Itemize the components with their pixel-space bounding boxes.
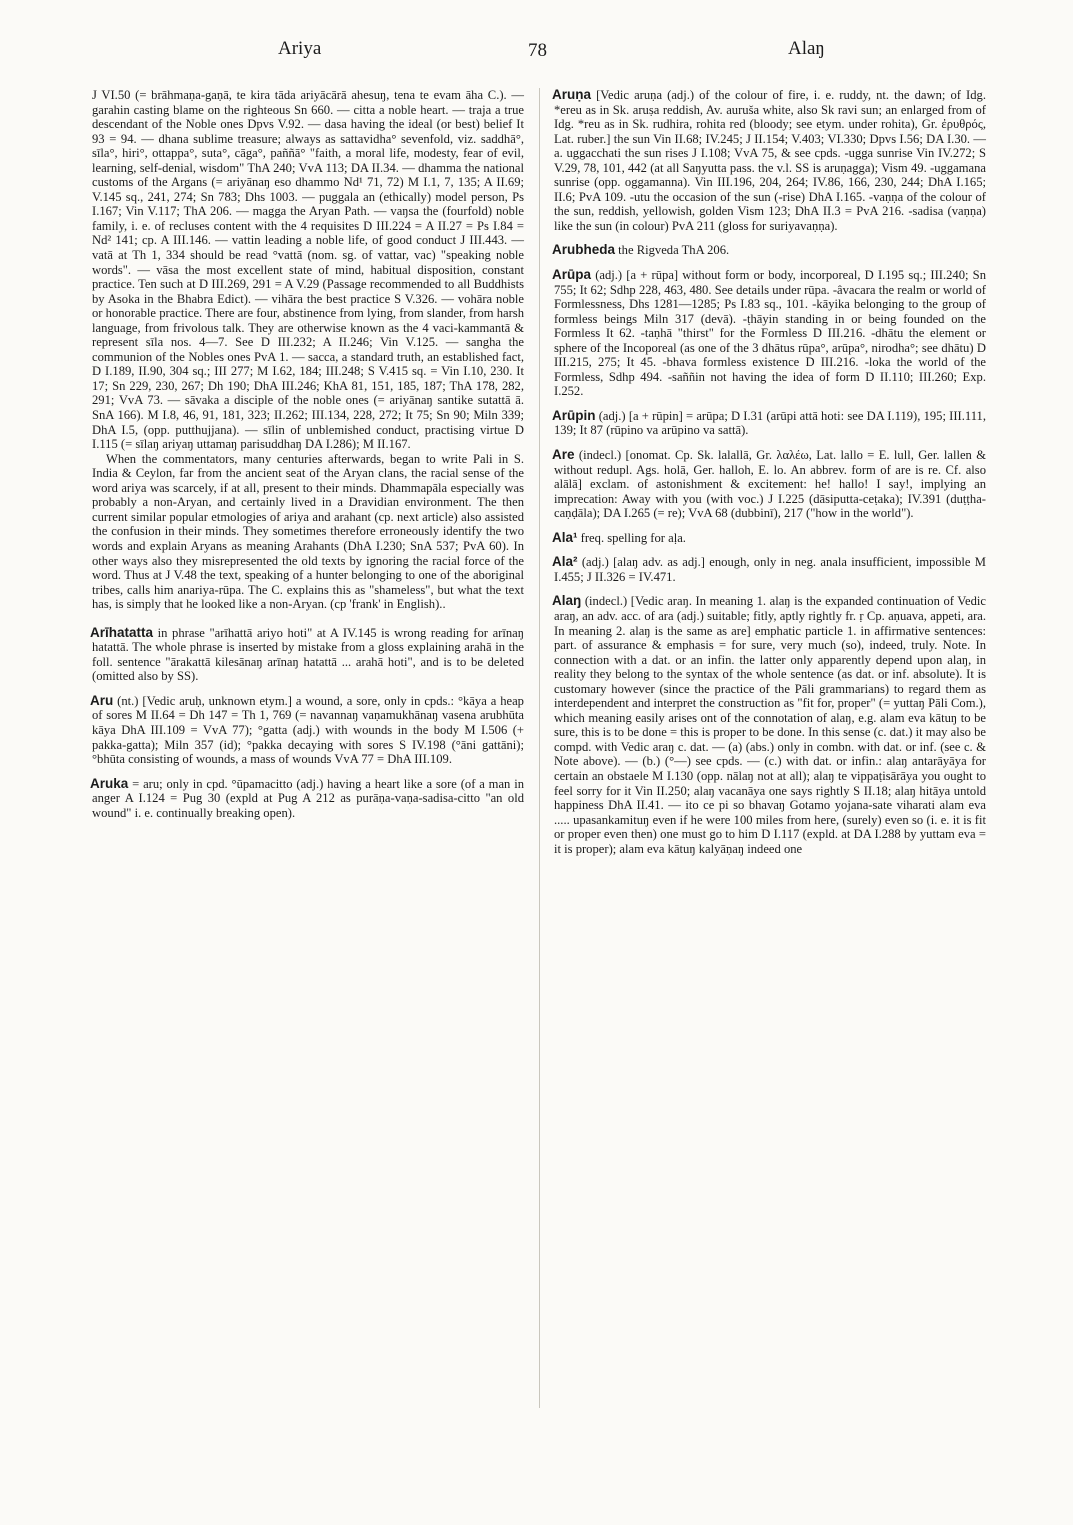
dictionary-entry — [92, 626, 524, 684]
entry-headword: Arubheda — [552, 242, 616, 258]
running-head-left: Ariya — [278, 38, 322, 59]
page-header — [0, 38, 1073, 68]
entry-text: (adj.) [a + rūpin] = arūpa; D I.31 (arūpi attā hoti: see DA I.119), 195; III.111, 139; It 87 (rūpino va arūpino va sattā). — [554, 408, 987, 438]
dictionary-entry — [554, 88, 986, 233]
column-divider — [539, 88, 540, 1408]
entry-text: (nt.) [Vedic aruḥ, unknown etym.] a wound, a sore, only in cpds.: °kāya a heap of sores M II.64 = Dh 147 = Th 1, 769 (= navannaŋ vaṇamukhānaŋ vasena arubhūta kāya DhA III.109 = VvA 77); °gatta (adj.) with wounds in the body M I.506 (+ pakka-gatta); Miln 357 (id); °pakka decaying with sores S IV.198 (°āni gattāni); °bhūta consisting of wounds, a mass of wounds VvA 77 = DhA III.109. — [92, 693, 524, 767]
dictionary-entry — [554, 243, 986, 258]
dictionary-entry — [554, 531, 986, 546]
dictionary-entry — [92, 777, 524, 821]
entry-text: freq. spelling for aḷa. — [580, 530, 686, 545]
dictionary-entry — [92, 694, 524, 767]
entry-text: (adj.) [alaŋ adv. as adj.] enough, only in neg. anala insufficient, impossible M I.455; J II.326 = IV.471. — [554, 555, 986, 584]
dictionary-entry — [554, 448, 986, 521]
entry-headword: Alaŋ — [552, 593, 582, 609]
entry-headword: Arūpa — [552, 267, 592, 283]
entry-text: (indecl.) [onomat. Cp. Sk. lalallā, Gr. λαλέω, Lat. lallo = E. lull, Ger. lallen & without redupl. Ags. holā, Ger. halloh, E. lo. An abbrev. form of are is re. Cf. also alālā] exclam. of astonishment & excitement: he! hallo! I say!, implying an imprecation: Away with you (with voc.) J I.225 (dāsiputta-ceṭaka); IV.391 (duṭṭha-caṇḍāla); DA I.265 (= re); VvA 68 (dubbinī), 217 ("how in the world"). — [554, 448, 986, 521]
entry-headword: Arīhatatta — [90, 624, 154, 640]
dictionary-entry — [554, 594, 986, 856]
dictionary-entry — [554, 409, 986, 438]
entry-text: = aru; only in cpd. °ūpamacitto (adj.) having a heart like a sore (of a man in anger A I.124 = Pug 30 (expld at Pug A 212 as purāṇa-vaṇa-sadisa-citto "an old wound" i. e. continually breaking open). — [92, 776, 524, 820]
continuation-paragraph: When the commentators, many centuries afterwards, began to write Pali in S. India & Ceylon, far from the ancient seat of the Aryan clans, the racial sense of the word ariya was scarcely, if at all, present to their minds. Dhammapāla especially was probably a non-Aryan, and certainly lived in a Dravidian environment. The then current similar popular etmologies of ariya and arahant (cp. next article) also assisted the confusion in their minds. They sometimes therefore erroneously identify the two words and explain Aryans as meaning Arahants (DhA I.230; SnA 537; PvA 60). In other ways also they misrepresented the old texts by ignoring the racial force of the word. Thus at J V.48 the text, speaking of a hunter belonging to one of the aboriginal tribes, calls him anariya-rūpa. The C. explains this as "shameless", but what the text has, is simply that he looked like a non-Aryan. (cp 'frank' in English).. — [92, 451, 524, 612]
running-head-right: Alaŋ — [788, 38, 825, 59]
entry-text: the Rigveda ThA 206. — [618, 243, 730, 258]
entry-headword: Aruka — [90, 775, 129, 791]
entry-headword: Aru — [90, 692, 114, 708]
entry-text: in phrase "arīhattā ariyo hoti" at A IV.145 is wrong reading for arīnaŋ hatattā. The whole phrase is inserted by mistake from a gloss explaining arahā in the foll. sentence "ārakattā kilesānaŋ arīnaŋ hatattā ... arahā hoti", and is to be deleted (omitted also by SS). — [92, 625, 524, 684]
entry-text: (adj.) [a + rūpa] without form or body, incorporeal, D I.195 sq.; III.240; Sn 755; It 62; Sdhp 228, 463, 480. See details under rūpa. -âvacara the realm or world of Formlessness, Dhs 1281—1285; Ps I.83 sq., 101. -kāyika belonging to the group of formless beings Miln 317 (devā). -ṭhāyin standing in or being founded on the Formless It 62. -taṇhā "thirst" for the Formless D III.216. -dhātu the element or sphere of the Incoporeal (as one of the 3 dhātus rūpa°, arūpa°, nirodha°; see dhātu) D III.215, 275; It 45. -bhava formless existence D III.216. -loka the world of the Formless, Sdhp 494. -saññin not having the idea of form D II.110; III.260; Exp. I.252. — [554, 268, 986, 399]
entry-text: (indecl.) [Vedic araŋ. In meaning 1. alaŋ is the expanded continuation of Vedic araŋ, an adv. acc. of ara (adj.) suitable; fitly, aptly rightly fr. ṛ Cp. aṇuava, appeti, ara. In meaning 2. alaŋ is the same as are] emphatic particle 1. in affirmative sentences: part. of assurance & emphasis = for sure, very much (so), indeed, truly. Note. In connection with a dat. or an infin. the latter only apparently depend upon alaŋ, in reality they belong to the syntax of the whole sentence (as dat. or inf. absolute). It is customary however (since the practice of the Pāli grammarians) to regard them as interdependent and interpret the construction as "fit for, proper" (= yuttaŋ Pāli Com.), which meaning easily arises ont of the connotation of alaŋ, e.g. alam eva kātuŋ to be sure, this is to be done = this is proper to be done. In this sense (c. dat.) it may also be compd. with Vedic araŋ c. dat. — (a) (abs.) only in combn. with dat. or inf. (see c. & Note above). — (b.) (°—) see cpds. — (c.) with dat. or infin.: alaŋ antarāyāya for certain an obstaele M I.130 (opp. nālaŋ not at all); alaŋ te vippaṭisārāya you ought to feel sorry for it Vin II.250; alaŋ vacanāya one says rightly S II.18; alaŋ hitāya untold happiness DhA II.41. — ito ce pi so bhavaŋ Gotamo yojana-sate viharati alam eva ..... upasankamituŋ even if he were 100 miles from here, (surely) even so (i. e. it is fit or proper even then) one must go to him D I.117 (expld. at DA I.288 by yuttam eva = it is proper); alam eva kātuŋ kalyāṇaŋ indeed one — [554, 594, 986, 856]
spacer — [92, 612, 524, 626]
right-column — [554, 88, 986, 866]
entry-headword: Are — [552, 447, 575, 463]
page-number: 78 — [528, 40, 547, 61]
entry-headword: Ala² — [552, 554, 578, 570]
dictionary-entry — [554, 555, 986, 584]
entry-text: [Vedic aruṇa (adj.) of the colour of fire, i. e. ruddy, nt. the dawn; of Idg. *ereu as in Sk. aruṣa reddish, Av. auruša white, also Sk ravi sun; an enlarged from of Idg. *reu as in Sk. rudhira, rohita red (bloody; see etym. under rohita), Gr. ἐρυθρός, Lat. ruber.] the sun Vin II.68; IV.245; J II.154; V.403; VI.330; Dpvs I.56; DA I.30. — a. uggacchati the sun rises J I.108; VvA 75, & see cpds. -ugga sunrise Vin IV.272; S V.29, 78, 101, 442 (at all Saŋyutta pass. the v.l. SS is aruṇagga); Vism 49. -uggamana sunrise (opp. oggamanna). Vin III.196, 204, 264; IV.86, 166, 230, 244; DhA I.165; II.6; PvA 109. -utu the occasion of the sun (-rise) DhA I.165. -vaṇṇa of the colour of the sun, reddish, yellowish, golden Vism 123; DhA II.3 = PvA 216. -sadisa (vaṇṇa) like the sun (in colour) PvA 211 (gloss for suriyavaṇṇa). — [554, 88, 986, 233]
entry-headword: Arūpin — [552, 407, 596, 423]
entry-headword: Aruṇa — [552, 87, 592, 102]
entry-headword: Ala¹ — [552, 529, 578, 545]
left-column — [92, 88, 524, 830]
continuation-paragraph: J VI.50 (= brāhmaṇa-gaṇā, te kira tāda ariyācārā ahesuŋ, tena te evam āha C.). — garahin casting blame on the righteous Sn 660. — citta a noble heart. — traja a true descendant of the Noble ones Dpvs V.92. — dasa having the ideal (or best) belief It 93 = 94. — dhana sublime treasure; always as sattavidha° sevenfold, viz. saddhā°, sīla°, hiri°, ottappa°, suta°, cāga°, paññā° "faith, a moral life, modesty, fear of evil, learning, self-denial, wisdom" ThA 240; VvA 113; DA II.34. — dhamma the national customs of the Argans (= ariyānaŋ eso dhammo Nd¹ 71, 72) M I.1, 7, 135; A II.69; V.145 sq., 241, 274; Sn 783; Dhs 1003. — puggala an (ethically) model person, Ps I.167; Vin V.117; ThA 206. — magga the Aryan Path. — vaŋsa the (fourfold) noble family, i. e. of recluses content with the 4 requisites D III.224 = A II.27 = Ps I.84 = Nd² 141; cp. A III.146. — vattin leading a noble life, of good conduct J III.443. — vatā at Th 1, 334 should be read °vattā (nom. sg. of vattar, vac) "speaking noble words". — vāsa the most excellent state of mind, habitual disposition, constant practice. Ten such at D III.269, 291 = A V.29 (Passage recommended to all Buddhists by Asoka in the Bhabra Edict). — vihāra the best practice S V.326. — vohāra noble or honorable practice. There are four, abstinence from lying, from slander, from harsh language, from frivolous talk. They are otherwise known as the 4 vaci-kammantā & represent sīla nos. 4—7. See D III.232; A II.246; Vin V.125. — sangha the communion of the Nobles ones PvA 1. — sacca, a standard truth, an established fact, D I.189, II.90, 304 sq.; III 277; M I.62, 184; III.248; S V.415 sq. = Vin I.10, 230. It 17; Sn 229, 230, 267; Dh 190; DhA III.246; KhA 81, 151, 185, 187; ThA 178, 282, 291; VvA 73. — sāvaka a disciple of the noble ones (= ariyānaŋ santike sutattā ā. SnA 166). M I.8, 46, 91, 181, 323; II.262; III.134, 228, 272; It 75; Sn 90; Miln 339; DhA I.5, (opp. putthujjana). — sīlin of unblemished conduct, practising virtue D I.115 (= sīlaŋ ariyaŋ uttamaŋ parisuddhaŋ DA I.286); M II.167. — [92, 88, 524, 452]
dictionary-entry — [554, 268, 986, 399]
